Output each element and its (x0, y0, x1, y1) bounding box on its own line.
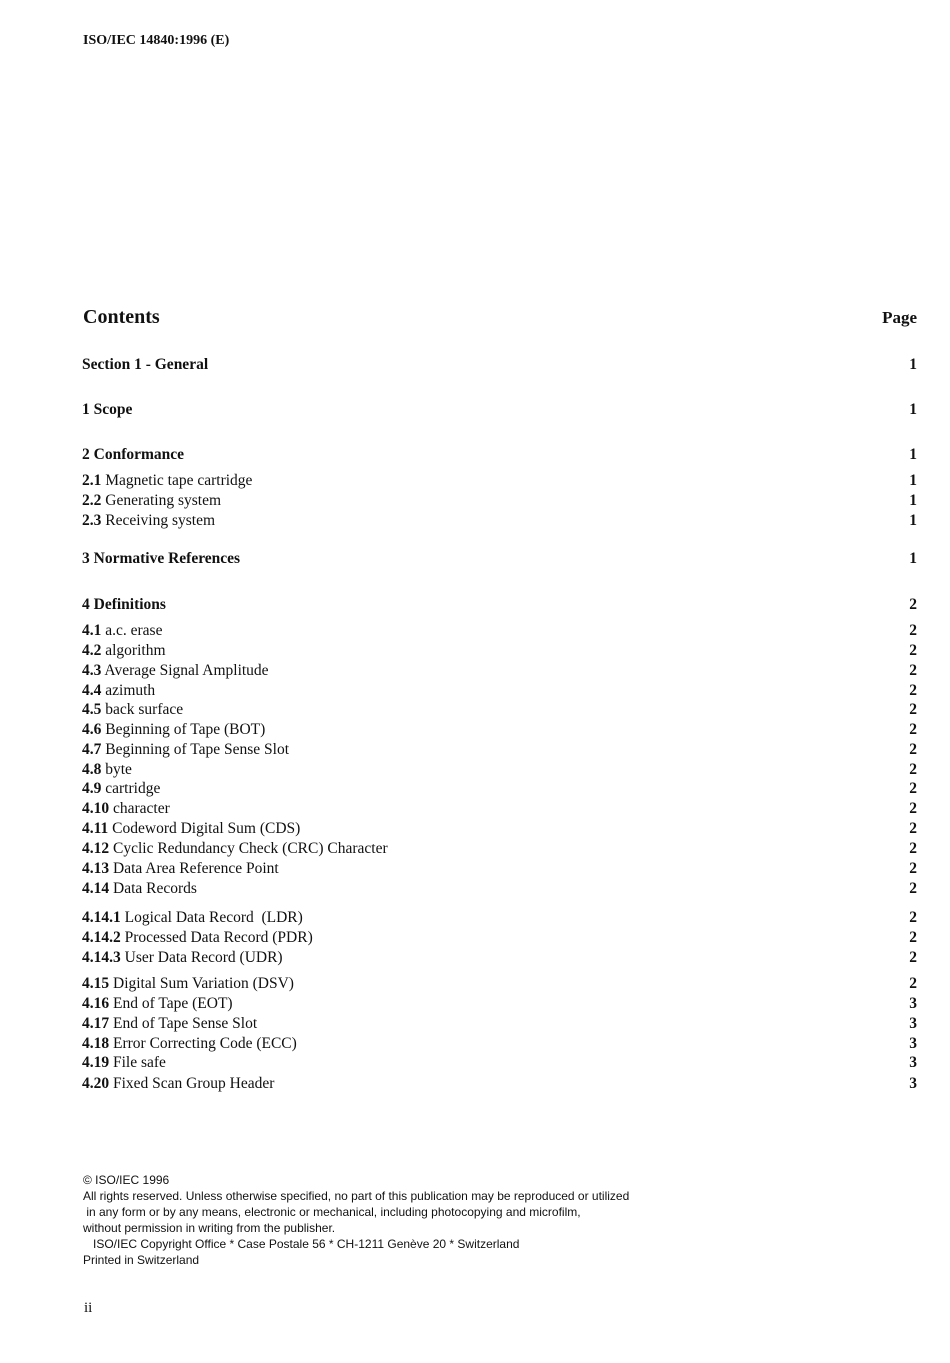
toc-entry-label (82, 799, 170, 819)
toc-entry-title: Codeword Digital Sum (CDS) (112, 820, 301, 837)
toc-entry-title: cartridge (105, 780, 161, 797)
toc-entry-number: 4.15 (82, 975, 110, 992)
toc-entry-label (82, 720, 265, 740)
toc-entry-page: 2 (909, 596, 917, 613)
toc-entry-page: 2 (909, 860, 917, 877)
toc-entry-label (82, 779, 160, 799)
toc-entry-title: End of Tape (EOT) (113, 995, 233, 1012)
toc-entry-number: 4.20 (82, 1075, 110, 1092)
page-number: ii (84, 1300, 93, 1316)
toc-entry-page: 3 (909, 1075, 917, 1092)
toc-entry-label (82, 1014, 257, 1034)
toc-entry-label (82, 819, 300, 839)
toc-entry-label (82, 1074, 274, 1094)
toc-entry-page: 2 (909, 820, 917, 837)
toc-entry-number: 2.3 (82, 512, 102, 529)
toc-entry-label (82, 681, 155, 701)
toc-entry-label (82, 491, 221, 511)
toc-entry-number: 4.14.3 (82, 949, 121, 966)
toc-entry-label (82, 621, 162, 641)
toc-entry-label (82, 994, 233, 1014)
toc-entry (82, 859, 917, 879)
toc-entry-label (82, 760, 132, 780)
toc-entry (82, 908, 917, 928)
toc-entry (82, 1034, 917, 1054)
toc-entry-title: azimuth (105, 682, 156, 699)
toc-entry-label: 2 Conformance (82, 446, 185, 463)
toc-entry (82, 819, 917, 839)
toc-entry-page: 2 (909, 682, 917, 699)
toc-entry (82, 355, 917, 375)
toc-entry-label (82, 700, 183, 720)
toc-entry-page: 1 (909, 401, 917, 418)
document-header: ISO/IEC 14840:1996 (E) (83, 33, 230, 48)
toc-entry-label (82, 839, 388, 859)
toc-entry-number: 4.14 (82, 880, 110, 897)
toc-entry-title: Generating system (105, 492, 222, 509)
toc-entry (82, 1014, 917, 1034)
toc-entry-page: 2 (909, 880, 917, 897)
toc-entry-title: Fixed Scan Group Header (113, 1075, 275, 1092)
toc-entry (82, 549, 917, 569)
toc-entry-title: Error Correcting Code (ECC) (113, 1035, 297, 1052)
toc-entry-label (82, 974, 294, 994)
toc-entry-label (82, 948, 283, 968)
copyright-line: ISO/IEC Copyright Office * Case Postale 56 * CH-1211 Genève 20 * Switzerland (83, 1237, 520, 1251)
toc-entry-page: 2 (909, 741, 917, 758)
toc-entry-title: Beginning of Tape (BOT) (105, 721, 266, 738)
toc-entry (82, 681, 917, 701)
toc-entry-label (82, 928, 313, 948)
toc-entry-page: 2 (909, 929, 917, 946)
toc-entry-page: 2 (909, 780, 917, 797)
toc-entry (82, 641, 917, 661)
toc-entry-number: 4.16 (82, 995, 110, 1012)
toc-entry-page: 1 (909, 472, 917, 489)
toc-entry (82, 760, 917, 780)
toc-entry (82, 928, 917, 948)
toc-entry-label (82, 511, 215, 531)
toc-entry-number: 4.5 (82, 701, 102, 718)
copyright-notice (83, 1172, 629, 1268)
toc-entry-number: 4.19 (82, 1054, 110, 1071)
toc-entry-number: 4.3 (82, 662, 102, 679)
toc-entry-page: 2 (909, 642, 917, 659)
toc-entry (82, 740, 917, 760)
toc-entry-page: 3 (909, 1054, 917, 1071)
toc-entry (82, 621, 917, 641)
toc-entry-label (82, 879, 197, 899)
toc-entry-title: Data Area Reference Point (113, 860, 279, 877)
toc-entry-label: 3 Normative References (82, 550, 241, 567)
toc-entry-title: Magnetic tape cartridge (105, 472, 253, 489)
toc-entry-title: Receiving system (105, 512, 216, 529)
toc-entry-page: 2 (909, 800, 917, 817)
toc-entry-number: 4.2 (82, 642, 102, 659)
toc-entry-number: 4.4 (82, 682, 102, 699)
copyright-line: Printed in Switzerland (83, 1253, 200, 1267)
toc-entry-page: 2 (909, 622, 917, 639)
toc-entry-title: Cyclic Redundancy Check (CRC) Character (113, 840, 388, 857)
toc-entry-title: Beginning of Tape Sense Slot (105, 741, 290, 758)
toc-entry-label (82, 641, 166, 661)
toc-entry-title: Average Signal Amplitude (104, 662, 269, 679)
toc-entry-number: 4.6 (82, 721, 102, 738)
toc-entry (82, 491, 917, 511)
toc-entry-page: 2 (909, 721, 917, 738)
toc-entry-label (82, 471, 252, 491)
toc-entry-page: 2 (909, 840, 917, 857)
toc-entry-page: 2 (909, 662, 917, 679)
toc-entry-page: 3 (909, 995, 917, 1012)
toc-entry (82, 779, 917, 799)
toc-entry-number: 4.1 (82, 622, 102, 639)
toc-entry-number: 4.8 (82, 761, 102, 778)
toc-entry (82, 700, 917, 720)
toc-entry (82, 994, 917, 1014)
toc-entry-number: 4.14.1 (82, 909, 121, 926)
toc-entry-title: back surface (105, 701, 184, 718)
toc-entry (82, 1053, 917, 1073)
toc-entry-title: a.c. erase (105, 622, 163, 639)
copyright-line: in any form or by any means, electronic or mechanical, including photocopying and microfilm, (83, 1205, 581, 1219)
toc-entry-number: 4.11 (82, 820, 109, 837)
page-column-label: Page (882, 308, 917, 327)
toc-entry (82, 511, 917, 531)
toc-entry (82, 1074, 917, 1094)
toc-entry-label: 4 Definitions (82, 596, 166, 613)
toc-entry (82, 948, 917, 968)
toc-entry-label (82, 1053, 166, 1073)
toc-entry-label: Section 1 - General (82, 356, 209, 373)
toc-entry-title: byte (105, 761, 132, 778)
toc-entry-label (82, 859, 279, 879)
toc-entry-number: 4.7 (82, 741, 102, 758)
toc-entry-page: 3 (909, 1035, 917, 1052)
toc-entry-number: 4.13 (82, 860, 110, 877)
toc-entry-number: 4.18 (82, 1035, 110, 1052)
toc-entry-label: 1 Scope (82, 401, 133, 418)
toc-entry-page: 2 (909, 761, 917, 778)
toc-entry (82, 720, 917, 740)
contents-title: Contents (83, 306, 160, 328)
toc-entry-title: algorithm (105, 642, 166, 659)
toc-entry-page: 1 (909, 512, 917, 529)
toc-entry (82, 839, 917, 859)
toc-entry-title: User Data Record (UDR) (124, 949, 283, 966)
toc-entry-page: 2 (909, 975, 917, 992)
toc-entry-number: 2.1 (82, 472, 102, 489)
toc-entry-page: 1 (909, 446, 917, 463)
toc-entry-page: 2 (909, 949, 917, 966)
toc-entry-number: 4.12 (82, 840, 110, 857)
toc-entry (82, 471, 917, 491)
toc-entry-title: File safe (113, 1054, 166, 1071)
toc-entry (82, 400, 917, 420)
toc-entry (82, 661, 917, 681)
toc-entry (82, 799, 917, 819)
toc-entry-title: End of Tape Sense Slot (113, 1015, 258, 1032)
toc-entry-page: 1 (909, 550, 917, 567)
toc-entry-number: 4.14.2 (82, 929, 121, 946)
copyright-line: © ISO/IEC 1996 (83, 1173, 170, 1187)
copyright-line: All rights reserved. Unless otherwise specified, no part of this publication may be reproduced or utilized (83, 1189, 630, 1203)
toc-entry (82, 974, 917, 994)
toc-entry-number: 4.9 (82, 780, 102, 797)
toc-entry-label (82, 740, 289, 760)
toc-entry-title: character (113, 800, 170, 817)
toc-entry (82, 445, 917, 465)
toc-entry-page: 2 (909, 701, 917, 718)
toc-entry (82, 595, 917, 615)
toc-entry-label (82, 908, 303, 928)
toc-entry-label (82, 1034, 297, 1054)
toc-entry-title: Processed Data Record (PDR) (124, 929, 313, 946)
toc-entry-title: Digital Sum Variation (DSV) (113, 975, 294, 992)
toc-entry-page: 1 (909, 356, 917, 373)
toc-entry-label (82, 661, 269, 681)
toc-entry-page: 3 (909, 1015, 917, 1032)
toc-entry-number: 4.10 (82, 800, 110, 817)
toc-entry (82, 879, 917, 899)
toc-entry-number: 4.17 (82, 1015, 110, 1032)
toc-entry-title: Data Records (113, 880, 197, 897)
toc-entry-page: 1 (909, 492, 917, 509)
toc-entry-title: Logical Data Record (LDR) (124, 909, 303, 926)
toc-entry-number: 2.2 (82, 492, 102, 509)
copyright-line: without permission in writing from the publisher. (83, 1221, 336, 1235)
toc-entry-page: 2 (909, 909, 917, 926)
